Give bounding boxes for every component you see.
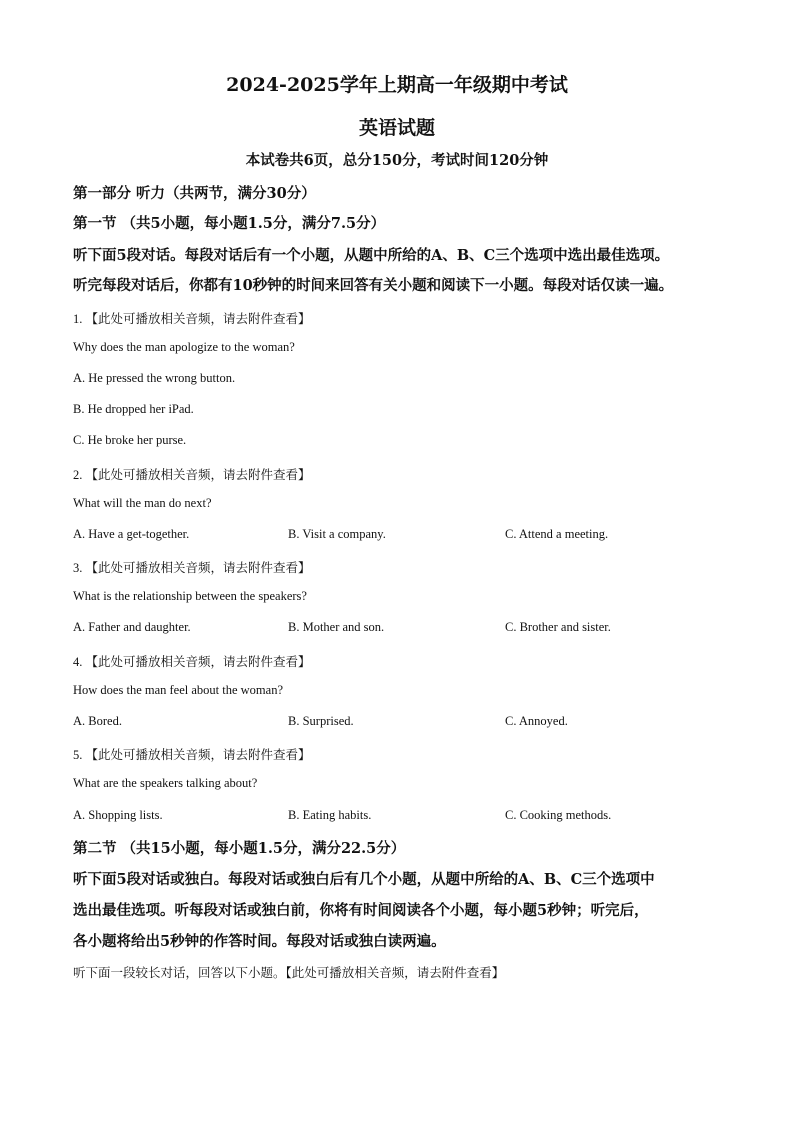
option-c: C. Attend a meeting.: [505, 527, 609, 541]
section1-instruction: 听完每段对话后，你都有10秒钟的时间来回答有关小题和阅读下一小题。每段对话仅读一遍。: [73, 277, 674, 294]
option-a: A. Father and daughter.: [73, 620, 191, 634]
audio-placeholder[interactable]: 2. 【此处可播放相关音频，请去附件查看】: [73, 468, 311, 482]
option-b: B. Eating habits.: [288, 808, 372, 822]
option-c: C. Cooking methods.: [505, 808, 612, 822]
option-a: A. He pressed the wrong button.: [73, 371, 236, 385]
option-a: A. Have a get-together.: [73, 527, 190, 541]
exam-info: 本试卷共6页，总分150分，考试时间120分钟: [245, 152, 549, 169]
question-text: What will the man do next?: [73, 496, 212, 510]
audio-placeholder[interactable]: 4. 【此处可播放相关音频，请去附件查看】: [73, 655, 311, 669]
option-c: C. Annoyed.: [505, 714, 568, 728]
question-text: How does the man feel about the woman?: [73, 683, 284, 697]
audio-placeholder[interactable]: 5. 【此处可播放相关音频，请去附件查看】: [73, 748, 311, 762]
option-b: B. Surprised.: [288, 714, 354, 728]
section2-instruction: 各小题将给出5秒钟的作答时间。每段对话或独白读两遍。: [73, 933, 446, 950]
exam-title: 2024-2025学年上期高一年级期中考试: [226, 74, 568, 96]
question-text: What are the speakers talking about?: [73, 776, 258, 790]
section1-instruction: 听下面5段对话。每段对话后有一个小题，从题中所给的A、B、C三个选项中选出最佳选项。: [73, 247, 670, 264]
subject-title: 英语试题: [358, 117, 435, 139]
option-a: A. Bored.: [73, 714, 122, 728]
audio-placeholder[interactable]: 3. 【此处可播放相关音频，请去附件查看】: [73, 561, 311, 575]
option-b: B. Mother and son.: [288, 620, 385, 634]
question-text: What is the relationship between the speakers?: [73, 589, 307, 603]
question-text: Why does the man apologize to the woman?: [73, 340, 295, 354]
section2-instruction: 选出最佳选项。听每段对话或独白前，你将有时间阅读各个小题，每小题5秒钟；听完后，: [73, 902, 649, 919]
audio-placeholder[interactable]: 听下面一段较长对话，回答以下小题。【此处可播放相关音频，请去附件查看】: [73, 966, 505, 980]
option-b: B. Visit a company.: [288, 527, 386, 541]
option-b: B. He dropped her iPad.: [73, 402, 194, 416]
section1-heading: 第一节 （共5小题，每小题1.5分，满分7.5分）: [73, 215, 386, 232]
audio-placeholder[interactable]: 1. 【此处可播放相关音频，请去附件查看】: [73, 312, 311, 326]
part1-heading: 第一部分 听力（共两节，满分30分）: [73, 185, 316, 202]
option-a: A. Shopping lists.: [73, 808, 163, 822]
option-c: C. He broke her purse.: [73, 433, 187, 447]
option-c: C. Brother and sister.: [505, 620, 611, 634]
section2-instruction: 听下面5段对话或独白。每段对话或独白后有几个小题，从题中所给的A、B、C三个选项中: [73, 871, 655, 888]
section2-heading: 第二节 （共15小题，每小题1.5分，满分22.5分）: [73, 840, 406, 857]
